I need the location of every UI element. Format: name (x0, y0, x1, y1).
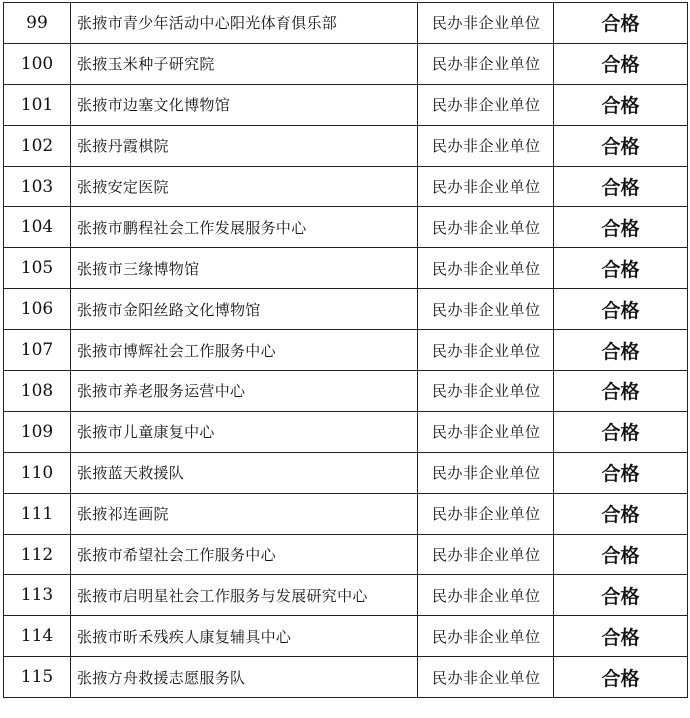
table-row (4, 452, 688, 493)
row-number: 112 (4, 534, 71, 575)
inspection-result: 合格 (554, 3, 688, 44)
row-number: 114 (4, 616, 71, 657)
organization-name: 张掖玉米种子研究院 (71, 43, 418, 84)
table-row (4, 371, 688, 412)
organization-type: 民办非企业单位 (418, 411, 554, 452)
organization-type: 民办非企业单位 (418, 452, 554, 493)
row-number: 100 (4, 43, 71, 84)
organization-name: 张掖市儿童康复中心 (71, 411, 418, 452)
inspection-result: 合格 (554, 411, 688, 452)
inspection-result: 合格 (554, 43, 688, 84)
organization-type: 民办非企业单位 (418, 371, 554, 412)
inspection-result: 合格 (554, 493, 688, 534)
organization-type: 民办非企业单位 (418, 207, 554, 248)
table-row (4, 330, 688, 371)
inspection-result: 合格 (554, 125, 688, 166)
row-number: 106 (4, 289, 71, 330)
organization-type: 民办非企业单位 (418, 248, 554, 289)
table-row (4, 125, 688, 166)
inspection-result: 合格 (554, 289, 688, 330)
organization-type: 民办非企业单位 (418, 3, 554, 44)
table-row (4, 493, 688, 534)
organization-name: 张掖方舟救援志愿服务队 (71, 657, 418, 698)
inspection-result: 合格 (554, 575, 688, 616)
organization-name: 张掖市博辉社会工作服务中心 (71, 330, 418, 371)
organization-table (3, 2, 688, 698)
row-number: 113 (4, 575, 71, 616)
organization-name: 张掖安定医院 (71, 166, 418, 207)
organization-type: 民办非企业单位 (418, 84, 554, 125)
inspection-result: 合格 (554, 248, 688, 289)
organization-name: 张掖祁连画院 (71, 493, 418, 534)
row-number: 102 (4, 125, 71, 166)
organization-type: 民办非企业单位 (418, 166, 554, 207)
organization-name: 张掖蓝天救援队 (71, 452, 418, 493)
organization-name: 张掖市希望社会工作服务中心 (71, 534, 418, 575)
inspection-result: 合格 (554, 534, 688, 575)
table-row (4, 616, 688, 657)
organization-type: 民办非企业单位 (418, 575, 554, 616)
table-body (4, 3, 688, 698)
inspection-result: 合格 (554, 616, 688, 657)
row-number: 110 (4, 452, 71, 493)
row-number: 101 (4, 84, 71, 125)
row-number: 111 (4, 493, 71, 534)
organization-name: 张掖市昕禾残疾人康复辅具中心 (71, 616, 418, 657)
inspection-result: 合格 (554, 371, 688, 412)
table-row (4, 534, 688, 575)
organization-type: 民办非企业单位 (418, 289, 554, 330)
table-row (4, 43, 688, 84)
organization-type: 民办非企业单位 (418, 534, 554, 575)
organization-name: 张掖市青少年活动中心阳光体育俱乐部 (71, 3, 418, 44)
table-row (4, 575, 688, 616)
organization-type: 民办非企业单位 (418, 330, 554, 371)
row-number: 109 (4, 411, 71, 452)
organization-type: 民办非企业单位 (418, 657, 554, 698)
organization-name: 张掖市边塞文化博物馆 (71, 84, 418, 125)
inspection-result: 合格 (554, 166, 688, 207)
row-number: 105 (4, 248, 71, 289)
inspection-result: 合格 (554, 657, 688, 698)
row-number: 108 (4, 371, 71, 412)
organization-type: 民办非企业单位 (418, 125, 554, 166)
row-number: 99 (4, 3, 71, 44)
table-row (4, 411, 688, 452)
table-row (4, 166, 688, 207)
inspection-result: 合格 (554, 452, 688, 493)
table-row (4, 289, 688, 330)
inspection-result: 合格 (554, 330, 688, 371)
organization-type: 民办非企业单位 (418, 493, 554, 534)
row-number: 103 (4, 166, 71, 207)
organization-name: 张掖市养老服务运营中心 (71, 371, 418, 412)
table-row (4, 207, 688, 248)
organization-name: 张掖市金阳丝路文化博物馆 (71, 289, 418, 330)
inspection-result: 合格 (554, 207, 688, 248)
row-number: 104 (4, 207, 71, 248)
table-row (4, 3, 688, 44)
organization-type: 民办非企业单位 (418, 43, 554, 84)
row-number: 115 (4, 657, 71, 698)
table-row (4, 248, 688, 289)
organization-name: 张掖市启明星社会工作服务与发展研究中心 (71, 575, 418, 616)
row-number: 107 (4, 330, 71, 371)
organization-type: 民办非企业单位 (418, 616, 554, 657)
organization-name: 张掖丹霞棋院 (71, 125, 418, 166)
table-row (4, 657, 688, 698)
organization-name: 张掖市三缘博物馆 (71, 248, 418, 289)
inspection-result: 合格 (554, 84, 688, 125)
table-row (4, 84, 688, 125)
organization-name: 张掖市鹏程社会工作发展服务中心 (71, 207, 418, 248)
